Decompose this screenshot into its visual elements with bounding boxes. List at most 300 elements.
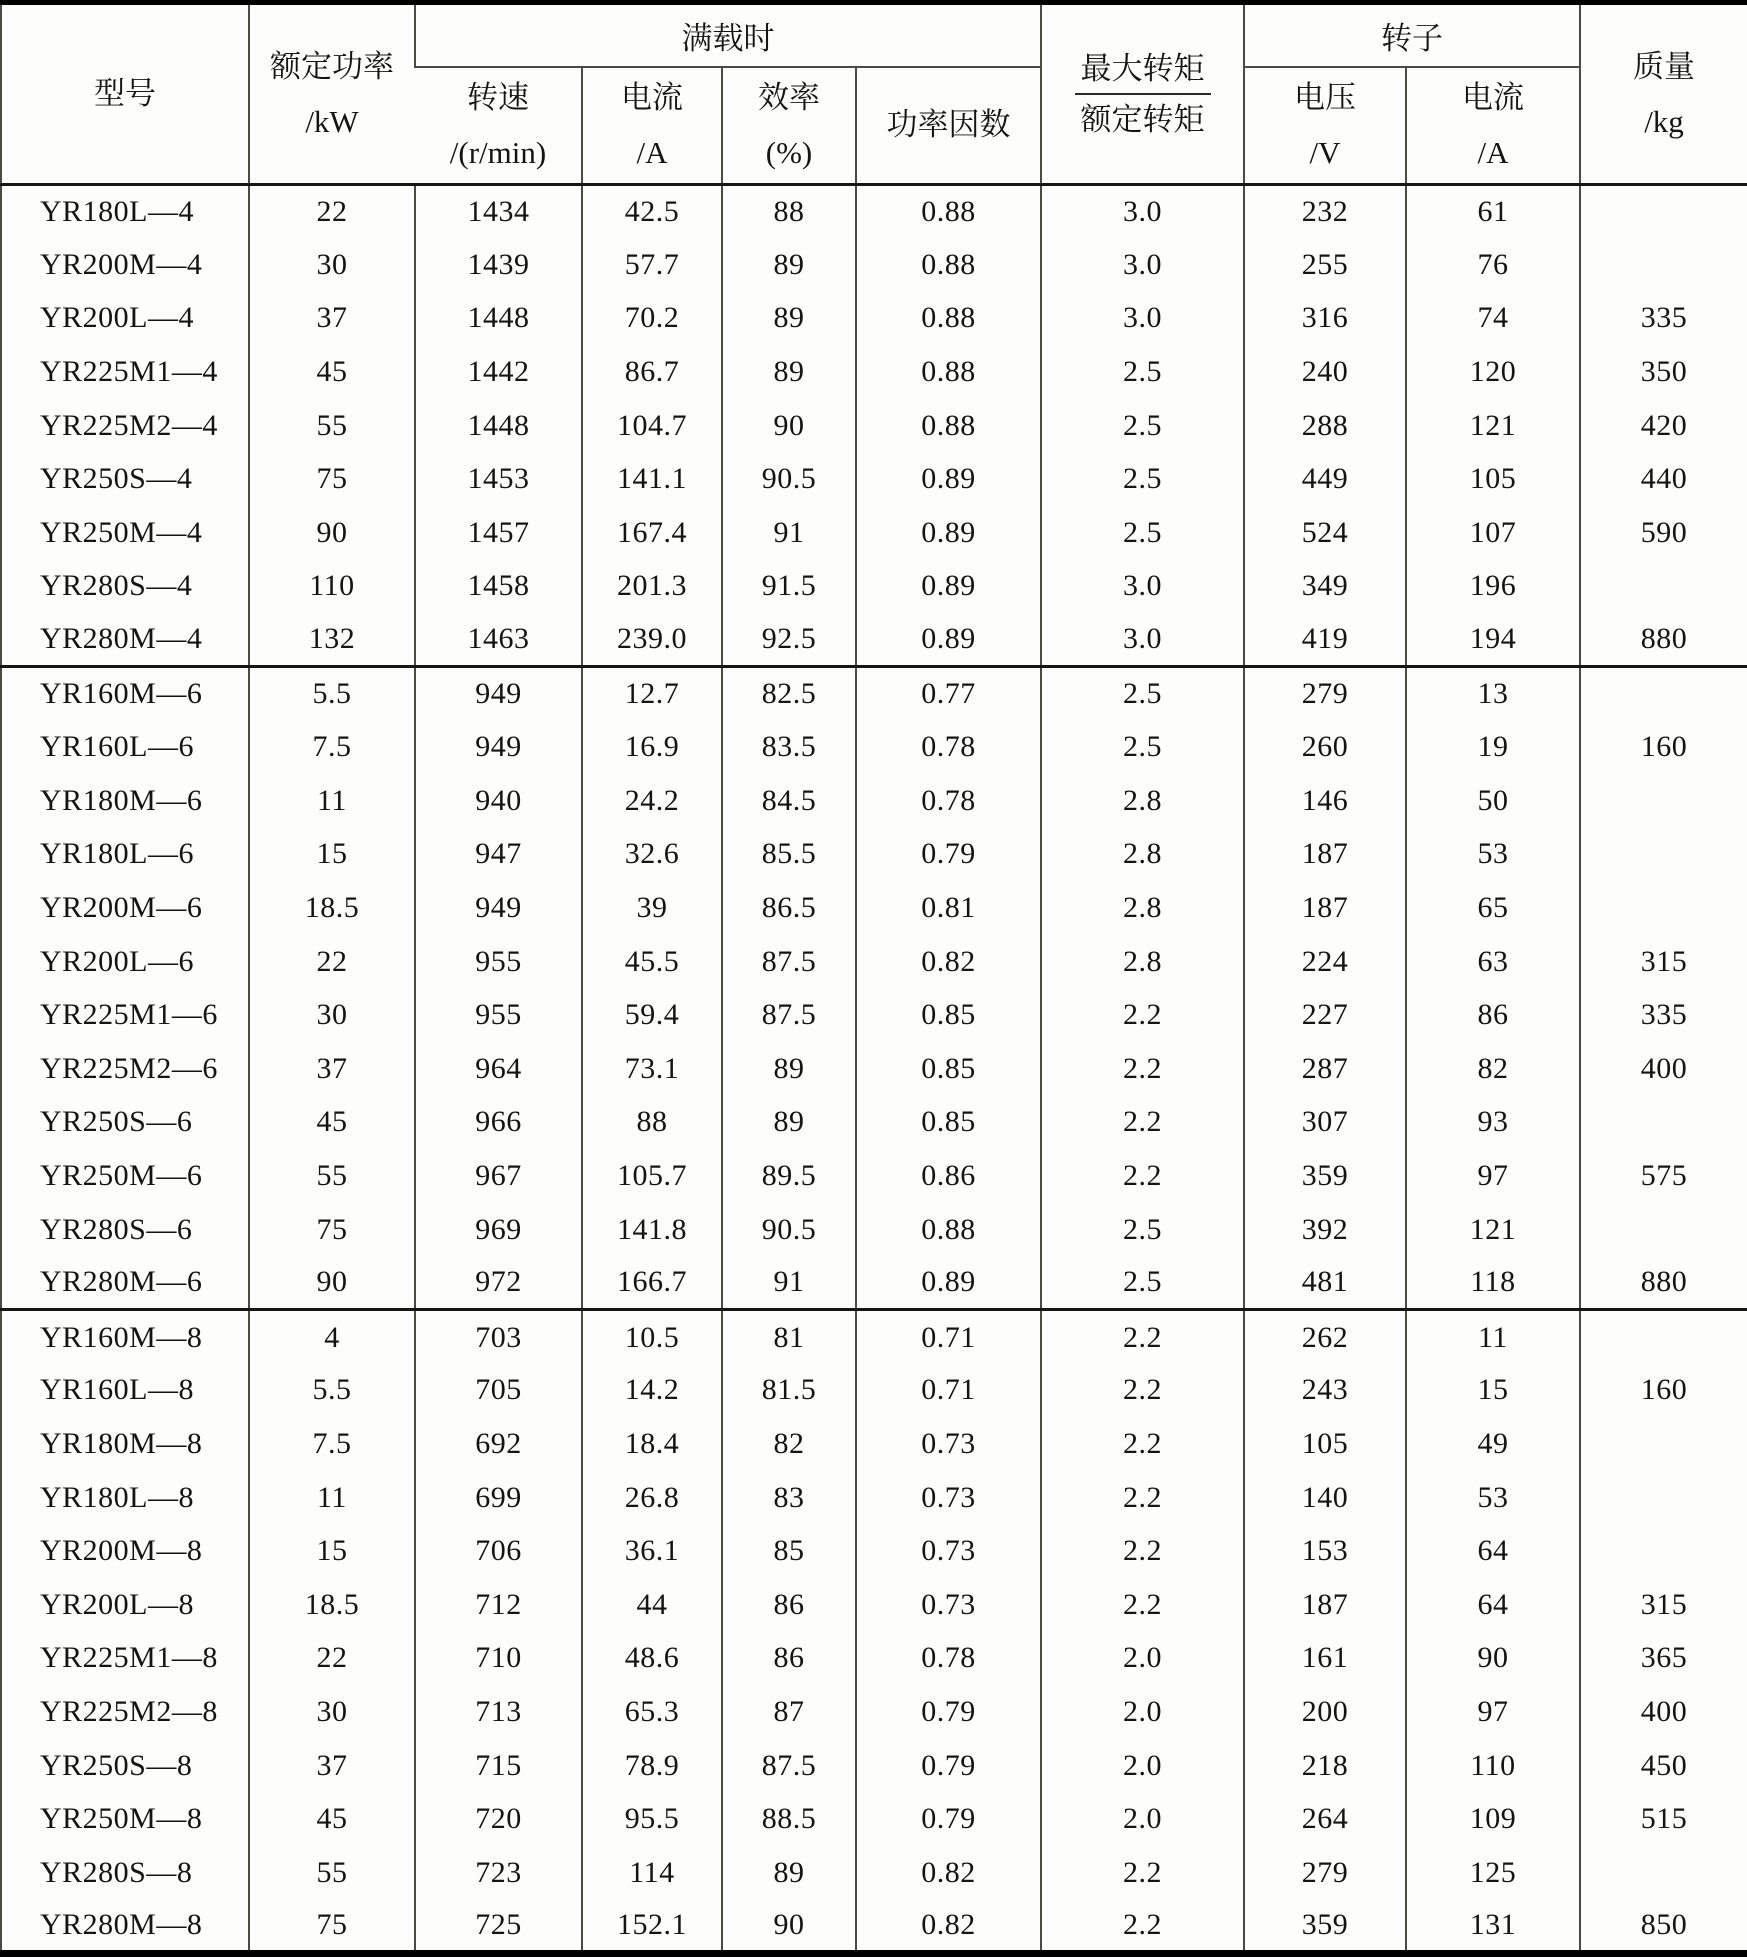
cell-max-torque-ratio: 2.5 (1041, 345, 1244, 399)
cell-model: YR160M—8 (1, 1310, 249, 1364)
cell-rated-power-kw: 45 (249, 1096, 415, 1150)
header-max-torque-ratio (1041, 3, 1244, 185)
cell-rotor-voltage-v: 392 (1244, 1203, 1406, 1257)
cell-mass-kg: 420 (1580, 399, 1747, 453)
cell-rotor-current-a: 118 (1406, 1256, 1580, 1310)
cell-mass-kg (1580, 1524, 1747, 1578)
cell-rotor-current-a: 53 (1406, 828, 1580, 882)
cell-rated-power-kw: 75 (249, 452, 415, 506)
cell-rotor-voltage-v: 240 (1244, 345, 1406, 399)
cell-model: YR180M—8 (40, 1426, 203, 1460)
header-efficiency-unit: (%) (765, 135, 813, 171)
cell-power-factor: 0.88 (856, 185, 1041, 239)
torque-ratio-denominator: 额定转矩 (1080, 102, 1205, 137)
cell-efficiency-pct: 91.5 (722, 560, 856, 614)
header-rotor-voltage (1244, 67, 1406, 185)
cell-rotor-current-a: 194 (1406, 613, 1580, 667)
cell-rated-power-kw: 5.5 (249, 667, 415, 721)
cell-efficiency-pct: 86.5 (722, 881, 856, 935)
cell-rotor-voltage-v: 243 (1244, 1364, 1406, 1418)
cell-model: YR225M1—6 (40, 998, 218, 1032)
cell-model: YR280S—4 (40, 569, 193, 603)
header-speed-name: 转速 (467, 80, 529, 116)
cell-stator-current-a: 36.1 (582, 1524, 722, 1578)
cell-max-torque-ratio: 2.5 (1041, 1203, 1244, 1257)
cell-efficiency-pct: 87 (722, 1685, 856, 1739)
header-mass-name: 质量 (1633, 49, 1695, 84)
header-model (1, 3, 249, 185)
cell-speed-rpm: 966 (415, 1096, 582, 1150)
cell-power-factor: 0.89 (856, 613, 1041, 667)
table-body (1, 185, 1747, 1954)
table-row (1, 345, 1747, 399)
cell-efficiency-pct: 81 (722, 1310, 856, 1364)
cell-speed-rpm: 725 (415, 1900, 582, 1954)
cell-speed-rpm: 1457 (415, 506, 582, 560)
cell-stator-current-a: 59.4 (582, 988, 722, 1042)
cell-rotor-voltage-v: 349 (1244, 560, 1406, 614)
cell-rotor-voltage-v: 105 (1244, 1417, 1406, 1471)
cell-power-factor: 0.73 (856, 1578, 1041, 1632)
cell-max-torque-ratio: 2.5 (1041, 1256, 1244, 1310)
cell-efficiency-pct: 89 (722, 1846, 856, 1900)
cell-power-factor: 0.77 (856, 667, 1041, 721)
cell-mass-kg (1580, 1471, 1747, 1525)
table-row (1, 1256, 1747, 1310)
cell-speed-rpm: 723 (415, 1846, 582, 1900)
cell-model: YR160L—6 (40, 730, 194, 764)
cell-stator-current-a: 18.4 (582, 1417, 722, 1471)
table-row (1, 828, 1747, 882)
cell-speed-rpm: 967 (415, 1149, 582, 1203)
cell-rotor-current-a: 13 (1406, 667, 1580, 721)
cell-stator-current-a: 104.7 (582, 399, 722, 453)
cell-efficiency-pct: 86 (722, 1632, 856, 1686)
cell-efficiency-pct: 89.5 (722, 1149, 856, 1203)
cell-power-factor: 0.78 (856, 774, 1041, 828)
cell-mass-kg: 160 (1580, 1364, 1747, 1418)
cell-efficiency-pct: 82 (722, 1417, 856, 1471)
cell-model: YR200L—6 (40, 944, 194, 978)
cell-speed-rpm: 949 (415, 881, 582, 935)
cell-stator-current-a: 57.7 (582, 238, 722, 292)
cell-max-torque-ratio: 2.5 (1041, 506, 1244, 560)
cell-speed-rpm: 955 (415, 935, 582, 989)
cell-speed-rpm: 706 (415, 1524, 582, 1578)
cell-power-factor: 0.88 (856, 1203, 1041, 1257)
header-rotor-voltage-name: 电压 (1294, 80, 1356, 116)
table-row (1, 292, 1747, 346)
cell-stator-current-a: 167.4 (582, 506, 722, 560)
cell-rotor-voltage-v: 255 (1244, 238, 1406, 292)
header-rotor-voltage-unit: /V (1309, 135, 1341, 171)
cell-rated-power-kw: 37 (249, 292, 415, 346)
table-row (1, 1310, 1747, 1364)
cell-rated-power-kw: 90 (249, 506, 415, 560)
cell-model: YR225M1—4 (40, 355, 218, 389)
cell-rated-power-kw: 45 (249, 1792, 415, 1846)
cell-power-factor: 0.81 (856, 881, 1041, 935)
cell-speed-rpm: 972 (415, 1256, 582, 1310)
cell-rotor-current-a: 125 (1406, 1846, 1580, 1900)
cell-max-torque-ratio: 2.2 (1041, 1578, 1244, 1632)
table-row (1, 1042, 1747, 1096)
cell-efficiency-pct: 91 (722, 1256, 856, 1310)
cell-efficiency-pct: 87.5 (722, 1739, 856, 1793)
cell-rotor-voltage-v: 227 (1244, 988, 1406, 1042)
cell-stator-current-a: 201.3 (582, 560, 722, 614)
cell-stator-current-a: 26.8 (582, 1471, 722, 1525)
cell-rotor-voltage-v: 153 (1244, 1524, 1406, 1578)
cell-stator-current-a: 141.8 (582, 1203, 722, 1257)
cell-rated-power-kw: 11 (249, 1471, 415, 1525)
cell-efficiency-pct: 87.5 (722, 988, 856, 1042)
cell-power-factor: 0.85 (856, 1096, 1041, 1150)
cell-model: YR200L—8 (40, 1587, 194, 1621)
cell-rotor-voltage-v: 187 (1244, 881, 1406, 935)
cell-mass-kg (1580, 881, 1747, 935)
cell-rotor-voltage-v: 187 (1244, 828, 1406, 882)
cell-mass-kg: 880 (1580, 613, 1747, 667)
table-row (1, 935, 1747, 989)
header-mass-unit: /kg (1644, 104, 1684, 139)
cell-efficiency-pct: 84.5 (722, 774, 856, 828)
cell-speed-rpm: 1439 (415, 238, 582, 292)
cell-max-torque-ratio: 2.2 (1041, 988, 1244, 1042)
cell-power-factor: 0.88 (856, 399, 1041, 453)
cell-rotor-current-a: 105 (1406, 452, 1580, 506)
cell-rated-power-kw: 37 (249, 1042, 415, 1096)
cell-power-factor: 0.79 (856, 828, 1041, 882)
cell-rotor-current-a: 65 (1406, 881, 1580, 935)
cell-rated-power-kw: 55 (249, 1149, 415, 1203)
cell-model: YR250M—8 (40, 1802, 203, 1836)
cell-rotor-current-a: 109 (1406, 1792, 1580, 1846)
table-row (1, 1792, 1747, 1846)
cell-mass-kg (1580, 828, 1747, 882)
cell-rotor-voltage-v: 279 (1244, 667, 1406, 721)
cell-model: YR225M2—8 (40, 1694, 218, 1728)
cell-rotor-voltage-v: 264 (1244, 1792, 1406, 1846)
cell-rotor-current-a: 61 (1406, 185, 1580, 239)
cell-power-factor: 0.89 (856, 1256, 1041, 1310)
cell-power-factor: 0.79 (856, 1739, 1041, 1793)
table-row (1, 452, 1747, 506)
cell-power-factor: 0.85 (856, 988, 1041, 1042)
cell-speed-rpm: 940 (415, 774, 582, 828)
cell-max-torque-ratio: 2.5 (1041, 399, 1244, 453)
cell-speed-rpm: 703 (415, 1310, 582, 1364)
cell-max-torque-ratio: 2.2 (1041, 1364, 1244, 1418)
cell-speed-rpm: 705 (415, 1364, 582, 1418)
cell-speed-rpm: 964 (415, 1042, 582, 1096)
cell-efficiency-pct: 92.5 (722, 613, 856, 667)
header-rated-power-unit: /kW (305, 104, 359, 139)
cell-max-torque-ratio: 2.8 (1041, 828, 1244, 882)
cell-rotor-current-a: 120 (1406, 345, 1580, 399)
header-power-factor (856, 67, 1041, 185)
cell-rated-power-kw: 45 (249, 345, 415, 399)
cell-rotor-current-a: 82 (1406, 1042, 1580, 1096)
cell-rotor-current-a: 49 (1406, 1417, 1580, 1471)
cell-stator-current-a: 12.7 (582, 667, 722, 721)
cell-rated-power-kw: 90 (249, 1256, 415, 1310)
cell-rotor-voltage-v: 287 (1244, 1042, 1406, 1096)
cell-rotor-voltage-v: 288 (1244, 399, 1406, 453)
cell-power-factor: 0.88 (856, 238, 1041, 292)
cell-model: YR280S—6 (40, 1212, 193, 1246)
cell-max-torque-ratio: 2.5 (1041, 720, 1244, 774)
cell-power-factor: 0.82 (856, 935, 1041, 989)
header-row-top (1, 3, 1747, 67)
cell-max-torque-ratio: 2.8 (1041, 774, 1244, 828)
table-row (1, 506, 1747, 560)
cell-max-torque-ratio: 2.2 (1041, 1846, 1244, 1900)
cell-rotor-current-a: 131 (1406, 1900, 1580, 1954)
cell-max-torque-ratio: 2.8 (1041, 881, 1244, 935)
cell-speed-rpm: 1458 (415, 560, 582, 614)
table-row (1, 1149, 1747, 1203)
cell-rotor-voltage-v: 307 (1244, 1096, 1406, 1150)
cell-mass-kg (1580, 1096, 1747, 1150)
table-row (1, 774, 1747, 828)
cell-power-factor: 0.82 (856, 1846, 1041, 1900)
cell-power-factor: 0.86 (856, 1149, 1041, 1203)
cell-power-factor: 0.85 (856, 1042, 1041, 1096)
cell-model: YR250S—6 (40, 1105, 193, 1139)
cell-efficiency-pct: 88.5 (722, 1792, 856, 1846)
cell-stator-current-a: 95.5 (582, 1792, 722, 1846)
cell-rated-power-kw: 18.5 (249, 1578, 415, 1632)
cell-rotor-current-a: 121 (1406, 399, 1580, 453)
cell-max-torque-ratio: 2.2 (1041, 1310, 1244, 1364)
cell-power-factor: 0.79 (856, 1792, 1041, 1846)
table-row (1, 1632, 1747, 1686)
header-stator-current-name: 电流 (621, 80, 683, 116)
cell-max-torque-ratio: 2.0 (1041, 1792, 1244, 1846)
cell-stator-current-a: 16.9 (582, 720, 722, 774)
cell-speed-rpm: 1442 (415, 345, 582, 399)
cell-max-torque-ratio: 3.0 (1041, 613, 1244, 667)
table-row (1, 560, 1747, 614)
cell-mass-kg (1580, 1203, 1747, 1257)
cell-power-factor: 0.78 (856, 720, 1041, 774)
cell-efficiency-pct: 87.5 (722, 935, 856, 989)
cell-rated-power-kw: 55 (249, 1846, 415, 1900)
cell-efficiency-pct: 90 (722, 399, 856, 453)
cell-speed-rpm: 1448 (415, 399, 582, 453)
cell-model: YR200M—8 (40, 1534, 203, 1568)
cell-rotor-current-a: 93 (1406, 1096, 1580, 1150)
cell-speed-rpm: 949 (415, 667, 582, 721)
header-rated-power-name: 额定功率 (270, 49, 394, 84)
cell-mass-kg (1580, 1846, 1747, 1900)
cell-power-factor: 0.88 (856, 292, 1041, 346)
cell-mass-kg: 450 (1580, 1739, 1747, 1793)
cell-rated-power-kw: 22 (249, 1632, 415, 1686)
cell-efficiency-pct: 90.5 (722, 452, 856, 506)
cell-power-factor: 0.73 (856, 1524, 1041, 1578)
cell-rotor-current-a: 110 (1406, 1739, 1580, 1793)
cell-max-torque-ratio: 2.5 (1041, 667, 1244, 721)
cell-rated-power-kw: 15 (249, 1524, 415, 1578)
cell-rotor-current-a: 74 (1406, 292, 1580, 346)
cell-efficiency-pct: 81.5 (722, 1364, 856, 1418)
cell-model: YR280M—4 (40, 622, 203, 656)
cell-max-torque-ratio: 2.5 (1041, 452, 1244, 506)
cell-efficiency-pct: 86 (722, 1578, 856, 1632)
cell-efficiency-pct: 89 (722, 345, 856, 399)
table-row (1, 667, 1747, 721)
cell-efficiency-pct: 89 (722, 292, 856, 346)
cell-speed-rpm: 1434 (415, 185, 582, 239)
cell-max-torque-ratio: 2.2 (1041, 1524, 1244, 1578)
cell-model: YR180L—6 (40, 837, 194, 871)
cell-rotor-current-a: 97 (1406, 1685, 1580, 1739)
cell-model: YR225M2—4 (40, 408, 218, 442)
cell-speed-rpm: 715 (415, 1739, 582, 1793)
cell-rotor-voltage-v: 218 (1244, 1739, 1406, 1793)
cell-mass-kg: 335 (1580, 988, 1747, 1042)
cell-rated-power-kw: 30 (249, 238, 415, 292)
header-mass (1580, 3, 1747, 185)
cell-rated-power-kw: 7.5 (249, 1417, 415, 1471)
cell-stator-current-a: 65.3 (582, 1685, 722, 1739)
cell-mass-kg (1580, 238, 1747, 292)
cell-model: YR200L—4 (40, 301, 194, 335)
cell-model: YR180L—4 (40, 195, 194, 229)
cell-speed-rpm: 692 (415, 1417, 582, 1471)
header-power-factor-label: 功率因数 (886, 107, 1011, 143)
cell-max-torque-ratio: 2.8 (1041, 935, 1244, 989)
cell-stator-current-a: 88 (582, 1096, 722, 1150)
cell-stator-current-a: 14.2 (582, 1364, 722, 1418)
cell-speed-rpm: 969 (415, 1203, 582, 1257)
cell-efficiency-pct: 85.5 (722, 828, 856, 882)
cell-model: YR160L—8 (40, 1373, 194, 1407)
cell-rotor-current-a: 90 (1406, 1632, 1580, 1686)
cell-model: YR250S—8 (40, 1748, 193, 1782)
header-model-label: 型号 (94, 76, 156, 111)
header-speed (415, 67, 582, 185)
cell-efficiency-pct: 89 (722, 1096, 856, 1150)
cell-stator-current-a: 48.6 (582, 1632, 722, 1686)
cell-mass-kg (1580, 667, 1747, 721)
cell-power-factor: 0.88 (856, 345, 1041, 399)
table-row (1, 185, 1747, 239)
cell-speed-rpm: 1453 (415, 452, 582, 506)
cell-stator-current-a: 45.5 (582, 935, 722, 989)
cell-power-factor: 0.73 (856, 1471, 1041, 1525)
table-row (1, 720, 1747, 774)
cell-rotor-voltage-v: 419 (1244, 613, 1406, 667)
header-stator-current (582, 67, 722, 185)
table-row (1, 1203, 1747, 1257)
cell-stator-current-a: 10.5 (582, 1310, 722, 1364)
table-row (1, 1578, 1747, 1632)
table-row (1, 1524, 1747, 1578)
cell-max-torque-ratio: 2.0 (1041, 1685, 1244, 1739)
cell-rated-power-kw: 75 (249, 1900, 415, 1954)
header-rotor-current (1406, 67, 1580, 185)
cell-efficiency-pct: 83 (722, 1471, 856, 1525)
torque-ratio-fraction (1042, 53, 1243, 135)
header-full-load-group: 满载时 (415, 3, 1041, 67)
cell-max-torque-ratio: 2.2 (1041, 1417, 1244, 1471)
cell-rotor-voltage-v: 146 (1244, 774, 1406, 828)
cell-rotor-voltage-v: 187 (1244, 1578, 1406, 1632)
cell-power-factor: 0.73 (856, 1417, 1041, 1471)
cell-rated-power-kw: 11 (249, 774, 415, 828)
cell-max-torque-ratio: 2.0 (1041, 1739, 1244, 1793)
table-row (1, 1096, 1747, 1150)
cell-stator-current-a: 105.7 (582, 1149, 722, 1203)
cell-rotor-voltage-v: 316 (1244, 292, 1406, 346)
cell-mass-kg (1580, 1310, 1747, 1364)
table-row (1, 613, 1747, 667)
cell-rated-power-kw: 37 (249, 1739, 415, 1793)
cell-rotor-voltage-v: 524 (1244, 506, 1406, 560)
cell-max-torque-ratio: 2.2 (1041, 1096, 1244, 1150)
cell-efficiency-pct: 91 (722, 506, 856, 560)
cell-mass-kg: 335 (1580, 292, 1747, 346)
torque-ratio-numerator: 最大转矩 (1075, 53, 1211, 95)
cell-speed-rpm: 955 (415, 988, 582, 1042)
cell-model: YR200M—4 (40, 247, 203, 281)
table-row (1, 1739, 1747, 1793)
cell-rated-power-kw: 18.5 (249, 881, 415, 935)
cell-rotor-current-a: 53 (1406, 1471, 1580, 1525)
cell-efficiency-pct: 88 (722, 185, 856, 239)
cell-max-torque-ratio: 3.0 (1041, 185, 1244, 239)
cell-rotor-current-a: 76 (1406, 238, 1580, 292)
cell-speed-rpm: 947 (415, 828, 582, 882)
cell-stator-current-a: 70.2 (582, 292, 722, 346)
cell-rotor-current-a: 63 (1406, 935, 1580, 989)
cell-rotor-voltage-v: 279 (1244, 1846, 1406, 1900)
cell-model: YR180M—6 (40, 783, 203, 817)
cell-max-torque-ratio: 2.2 (1041, 1149, 1244, 1203)
cell-rotor-current-a: 15 (1406, 1364, 1580, 1418)
cell-efficiency-pct: 89 (722, 238, 856, 292)
table-row (1, 881, 1747, 935)
cell-rated-power-kw: 4 (249, 1310, 415, 1364)
cell-efficiency-pct: 90.5 (722, 1203, 856, 1257)
cell-mass-kg (1580, 185, 1747, 239)
cell-mass-kg: 575 (1580, 1149, 1747, 1203)
cell-rotor-current-a: 11 (1406, 1310, 1580, 1364)
cell-rotor-voltage-v: 140 (1244, 1471, 1406, 1525)
cell-rotor-current-a: 107 (1406, 506, 1580, 560)
cell-speed-rpm: 720 (415, 1792, 582, 1846)
cell-rotor-current-a: 86 (1406, 988, 1580, 1042)
cell-model: YR250M—6 (40, 1158, 203, 1192)
header-rated-power (249, 3, 415, 185)
cell-rotor-voltage-v: 260 (1244, 720, 1406, 774)
cell-rated-power-kw: 132 (249, 613, 415, 667)
cell-model: YR200M—6 (40, 891, 203, 925)
cell-mass-kg: 515 (1580, 1792, 1747, 1846)
table-row (1, 988, 1747, 1042)
cell-rated-power-kw: 5.5 (249, 1364, 415, 1418)
table-header (1, 3, 1747, 185)
cell-rated-power-kw: 30 (249, 988, 415, 1042)
cell-stator-current-a: 86.7 (582, 345, 722, 399)
cell-mass-kg: 400 (1580, 1685, 1747, 1739)
cell-speed-rpm: 713 (415, 1685, 582, 1739)
table-row (1, 399, 1747, 453)
table-row (1, 1364, 1747, 1418)
